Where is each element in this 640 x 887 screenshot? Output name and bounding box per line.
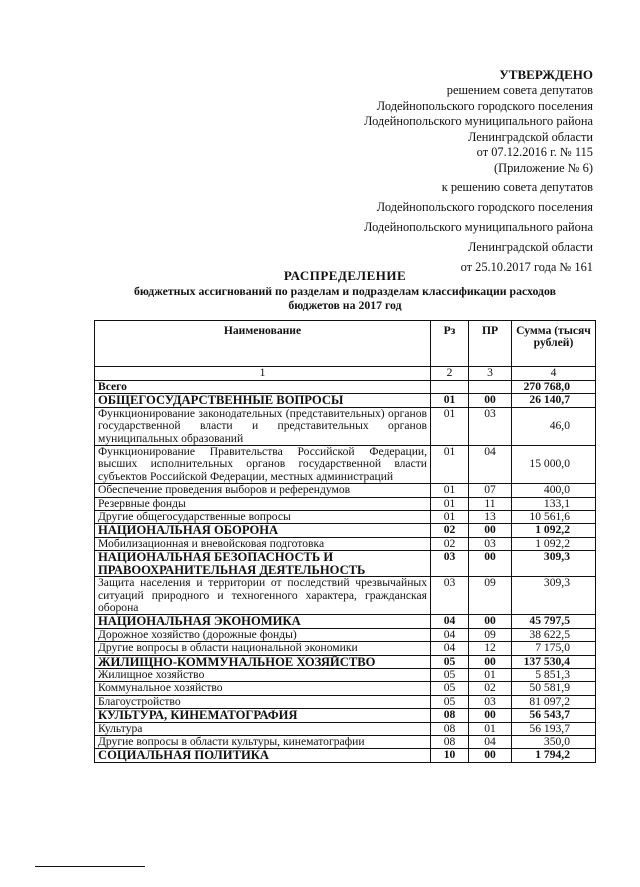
row-name: Другие вопросы в области национальной экономики — [95, 642, 431, 655]
approval-line: от 07.12.2016 г. № 115 — [476, 145, 593, 160]
row-sum: 1 092,2 — [512, 524, 596, 537]
title-subtitle: бюджетных ассигнований по разделам и подразделам классификации расходов — [133, 284, 556, 298]
table-row — [95, 484, 596, 497]
row-pr: 04 — [469, 735, 512, 748]
table-row — [95, 735, 596, 748]
row-rz: 01 — [431, 446, 469, 484]
row-sum: 7 175,0 — [512, 642, 596, 655]
table-row — [95, 682, 596, 695]
approval-line: Лодейнопольского муниципального района — [363, 219, 593, 234]
approval-line: Лодейнопольского муниципального района — [363, 114, 593, 129]
table-row — [95, 628, 596, 641]
header-name: Наименование — [95, 321, 431, 367]
row-sum: 1 794,2 — [512, 749, 596, 762]
row-rz: 01 — [431, 394, 469, 407]
row-pr: 09 — [469, 577, 512, 615]
row-rz: 10 — [431, 749, 469, 762]
row-sum: 50 581,9 — [512, 682, 596, 695]
footnote-divider — [35, 866, 145, 867]
row-sum: 56 543,7 — [512, 709, 596, 722]
row-name: Другие вопросы в области культуры, кинематографии — [95, 735, 431, 748]
row-name: Всего — [95, 381, 431, 394]
row-sum: 5 851,3 — [512, 668, 596, 681]
section-row — [95, 394, 596, 407]
row-pr: 04 — [469, 446, 512, 484]
row-name: Обеспечение проведения выборов и референдумов — [95, 484, 431, 497]
row-rz: 08 — [431, 735, 469, 748]
row-rz: 08 — [431, 722, 469, 735]
row-rz: 01 — [431, 511, 469, 524]
approval-line: к решению совета депутатов — [441, 179, 593, 194]
row-name: КУЛЬТУРА, КИНЕМАТОГРАФИЯ — [95, 709, 431, 722]
row-name: Жилищное хозяйство — [95, 668, 431, 681]
table-row — [95, 577, 596, 615]
row-pr: 02 — [469, 682, 512, 695]
row-pr: 12 — [469, 642, 512, 655]
table-row — [95, 722, 596, 735]
row-rz: 08 — [431, 709, 469, 722]
row-sum: 26 140,7 — [512, 394, 596, 407]
row-rz: 03 — [431, 551, 469, 577]
section-row — [95, 655, 596, 668]
table-row — [95, 642, 596, 655]
section-row — [95, 524, 596, 537]
row-name: Защита населения и территории от последствий чрезвычайных ситуаций природного и техногенного характера, гражданская оборона — [95, 577, 431, 615]
section-row — [95, 615, 596, 628]
row-rz — [431, 381, 469, 394]
row-pr: 00 — [469, 524, 512, 537]
row-sum: 15 000,0 — [512, 446, 596, 484]
row-pr — [469, 381, 512, 394]
row-pr: 00 — [469, 394, 512, 407]
budget-table — [94, 320, 596, 763]
row-rz: 04 — [431, 642, 469, 655]
column-number: 1 — [95, 367, 431, 381]
row-pr: 07 — [469, 484, 512, 497]
row-name: СОЦИАЛЬНАЯ ПОЛИТИКА — [95, 749, 431, 762]
title-subtitle-year: бюджетов на 2017 год — [288, 298, 402, 312]
row-rz: 02 — [431, 524, 469, 537]
column-number-row — [95, 367, 596, 381]
row-pr: 00 — [469, 551, 512, 577]
row-pr: 13 — [469, 511, 512, 524]
row-name: НАЦИОНАЛЬНАЯ БЕЗОПАСНОСТЬ И ПРАВООХРАНИТЕЛЬНАЯ ДЕЯТЕЛЬНОСТЬ — [95, 551, 431, 577]
row-sum: 137 530,4 — [512, 655, 596, 668]
row-pr: 03 — [469, 537, 512, 550]
row-pr: 00 — [469, 655, 512, 668]
approval-line: Лодейнопольского городского поселения — [376, 199, 593, 214]
row-pr: 03 — [469, 407, 512, 445]
row-name: Благоустройство — [95, 695, 431, 708]
row-pr: 11 — [469, 497, 512, 510]
column-number: 4 — [512, 367, 596, 381]
row-pr: 01 — [469, 668, 512, 681]
header-rz: Рз — [431, 321, 469, 367]
row-pr: 09 — [469, 628, 512, 641]
approval-block — [263, 66, 593, 277]
row-name: Коммунальное хозяйство — [95, 682, 431, 695]
document-title — [95, 268, 595, 312]
row-rz: 04 — [431, 628, 469, 641]
row-pr: 03 — [469, 695, 512, 708]
table-row — [95, 668, 596, 681]
table-row — [95, 407, 596, 445]
approval-heading: УТВЕРЖДЕНО — [499, 67, 593, 82]
section-row — [95, 709, 596, 722]
row-name: НАЦИОНАЛЬНАЯ ОБОРОНА — [95, 524, 431, 537]
row-sum: 10 561,6 — [512, 511, 596, 524]
row-rz: 05 — [431, 668, 469, 681]
row-rz: 05 — [431, 655, 469, 668]
row-name: Культура — [95, 722, 431, 735]
row-rz: 01 — [431, 407, 469, 445]
column-number: 3 — [469, 367, 512, 381]
section-row — [95, 749, 596, 762]
row-name: ЖИЛИЩНО-КОММУНАЛЬНОЕ ХОЗЯЙСТВО — [95, 655, 431, 668]
approval-line: решением совета депутатов — [446, 83, 593, 97]
row-sum: 46,0 — [512, 407, 596, 445]
row-sum: 270 768,0 — [512, 381, 596, 394]
row-name: ОБЩЕГОСУДАРСТВЕННЫЕ ВОПРОСЫ — [95, 394, 431, 407]
row-name: Мобилизационная и вневойсковая подготовка — [95, 537, 431, 550]
row-sum: 81 097,2 — [512, 695, 596, 708]
row-name: НАЦИОНАЛЬНАЯ ЭКОНОМИКА — [95, 615, 431, 628]
row-rz: 02 — [431, 537, 469, 550]
table-row — [95, 446, 596, 484]
row-sum: 38 622,5 — [512, 628, 596, 641]
row-rz: 04 — [431, 615, 469, 628]
row-rz: 05 — [431, 682, 469, 695]
row-sum: 45 797,5 — [512, 615, 596, 628]
table-row — [95, 537, 596, 550]
row-sum: 350,0 — [512, 735, 596, 748]
row-sum: 133,1 — [512, 497, 596, 510]
row-sum: 56 193,7 — [512, 722, 596, 735]
approval-line: Лодейнопольского городского поселения — [376, 98, 593, 113]
row-name: Резервные фонды — [95, 497, 431, 510]
header-sum: Сумма (тысяч рублей) — [512, 321, 596, 367]
row-name: Функционирование Правительства Российской Федерации, высших исполнительных органов государственной власти субъектов Российской Федерации, местных администраций — [95, 446, 431, 484]
title-main: РАСПРЕДЕЛЕНИЕ — [283, 268, 407, 283]
row-name: Дорожное хозяйство (дорожные фонды) — [95, 628, 431, 641]
row-pr: 00 — [469, 709, 512, 722]
table-row — [95, 511, 596, 524]
header-pr: ПР — [469, 321, 512, 367]
row-rz: 05 — [431, 695, 469, 708]
table-row — [95, 497, 596, 510]
row-rz: 03 — [431, 577, 469, 615]
row-pr: 01 — [469, 722, 512, 735]
approval-line: Ленинградской области — [467, 129, 593, 144]
approval-line: от 25.10.2017 года № 161 — [460, 259, 593, 274]
row-rz: 01 — [431, 484, 469, 497]
row-sum: 309,3 — [512, 551, 596, 577]
row-sum: 400,0 — [512, 484, 596, 497]
row-rz: 01 — [431, 497, 469, 510]
row-name: Функционирование законодательных (представительных) органов государственной власти и представительных органов муниципальных образований — [95, 407, 431, 445]
row-name: Другие общегосударственные вопросы — [95, 511, 431, 524]
section-row — [95, 551, 596, 577]
row-sum: 1 092,2 — [512, 537, 596, 550]
approval-line: (Приложение № 6) — [494, 160, 593, 175]
column-number: 2 — [431, 367, 469, 381]
total-row — [95, 381, 596, 394]
row-sum: 309,3 — [512, 577, 596, 615]
table-row — [95, 695, 596, 708]
row-pr: 00 — [469, 749, 512, 762]
row-pr: 00 — [469, 615, 512, 628]
approval-line: Ленинградской области — [467, 239, 593, 254]
